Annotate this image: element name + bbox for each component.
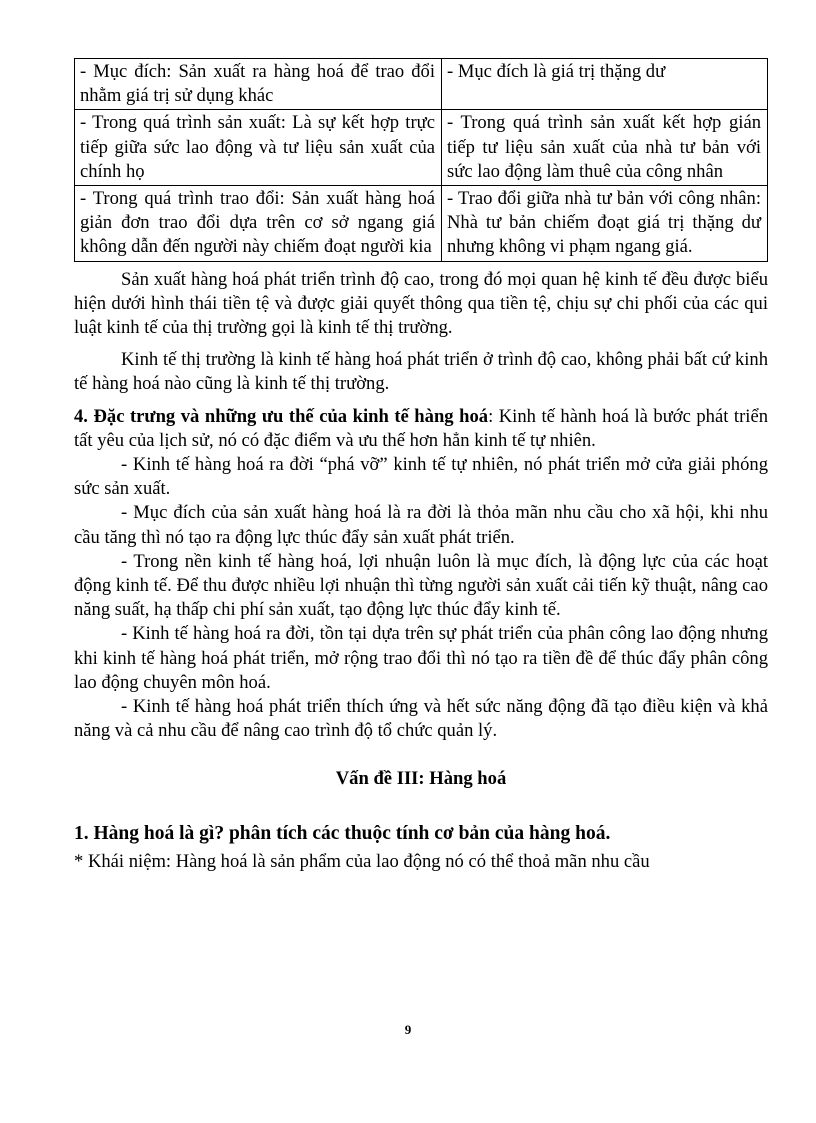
comparison-table xyxy=(74,58,768,262)
paragraph-market-definition: Kinh tế thị trường là kinh tế hàng hoá phát triển ở trình độ cao, không phải bất cứ kinh tế hàng hoá nào cũng là kinh tế thị trường. xyxy=(74,349,768,395)
table-cell: - Mục đích là giá trị thặng dư xyxy=(442,59,768,110)
section-1-title: 1. Hàng hoá là gì? phân tích các thuộc tính cơ bản của hàng hoá. xyxy=(74,822,611,844)
table-row xyxy=(75,110,768,186)
table-cell: - Trao đổi giữa nhà tư bản với công nhân: Nhà tư bản chiếm đoạt giá trị thặng dư nhưng không vi phạm ngang giá. xyxy=(442,186,768,262)
paragraph-market-economy: Sản xuất hàng hoá phát triển trình độ cao, trong đó mọi quan hệ kinh tế đều được biểu hiện dưới hình thái tiền tệ và được giải quyết thông qua tiền tệ, chịu sự chi phối của các qui luật kinh tế của thị trường gọi là kinh tế thị trường. xyxy=(74,268,768,339)
page-number: 9 xyxy=(404,1022,412,1037)
table-row xyxy=(75,59,768,110)
table-cell: - Trong quá trình trao đổi: Sản xuất hàng hoá giản đơn trao đổi dựa trên cơ sở ngang giá không dẫn đến người này chiếm đoạt người kia xyxy=(75,186,442,262)
document-page xyxy=(74,58,768,874)
table-cell: - Mục đích: Sản xuất ra hàng hoá để trao đổi nhằm giá trị sử dụng khác xyxy=(75,59,442,110)
chapter-title: Vấn đề III: Hàng hoá xyxy=(335,768,507,790)
list-item: - Trong nền kinh tế hàng hoá, lợi nhuận luôn là mục đích, là động lực của các hoạt động kinh tế. Để thu được nhiều lợi nhuận thì từng người sản xuất cải tiến kỹ thuật, nâng cao năng suất, hạ thấp chi phí sản xuất, tạo động lực thúc đẩy kinh tế. xyxy=(74,550,768,621)
section-4-heading: 4. Đặc trưng và những ưu thế của kinh tế hàng hoá xyxy=(74,405,489,427)
section-4-intro: : Kinh tế hành hoá là bước phát triển tất yêu của lịch sử, nó có đặc điểm và ưu thế hơn hẳn kinh tế tự nhiên. xyxy=(74,405,769,451)
list-item: - Kinh tế hàng hoá phát triển thích ứng và hết sức năng động đã tạo điều kiện và khả năng và cả nhu cầu để nâng cao trình độ tổ chức quản lý. xyxy=(74,696,768,742)
table-cell: - Trong quá trình sản xuất kết hợp gián tiếp tư liệu sản xuất của nhà tư bản với sức lao động làm thuê của công nhân xyxy=(442,110,768,186)
table-row xyxy=(75,186,768,262)
table-cell: - Trong quá trình sản xuất: Là sự kết hợp trực tiếp giữa sức lao động và tư liệu sản xuất của chính họ xyxy=(75,110,442,186)
list-item: - Mục đích của sản xuất hàng hoá là ra đời là thỏa mãn nhu cầu cho xã hội, khi nhu cầu tăng thì nó tạo ra động lực thúc đẩy sản xuất phát triển. xyxy=(74,502,768,548)
list-item: - Kinh tế hàng hoá ra đời, tồn tại dựa trên sự phát triển của phân công lao động nhưng khi kinh tế hàng hoá phát triển, mở rộng trao đổi thì nó tạo ra tiền đề để thúc đẩy phân công lao động chuyên môn hoá. xyxy=(74,623,768,693)
section-4-paragraph xyxy=(74,405,768,453)
list-item: - Kinh tế hàng hoá ra đời “phá vỡ” kinh tế tự nhiên, nó phát triển mở cửa giải phóng sức sản xuất. xyxy=(74,454,768,500)
definition-paragraph: * Khái niệm: Hàng hoá là sản phẩm của lao động nó có thể thoả mãn nhu cầu xyxy=(74,850,650,872)
